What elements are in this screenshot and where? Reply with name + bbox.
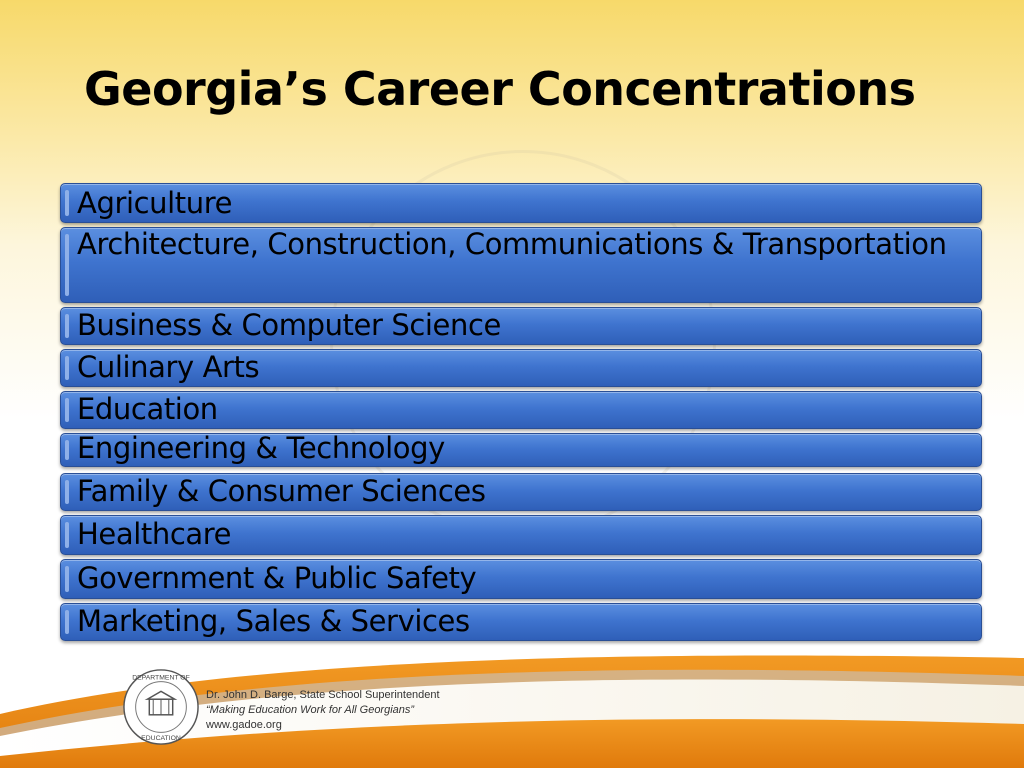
footer-motto: “Making Education Work for All Georgians” (206, 704, 415, 716)
seal-bottom-text: EDUCATION (141, 735, 181, 743)
list-item-label: Culinary Arts (77, 350, 260, 384)
list-item-label: Architecture, Construction, Communications & Transportation (77, 227, 947, 261)
list-item-healthcare (60, 515, 982, 555)
list-item-government (60, 559, 982, 599)
list-item-culinary (60, 349, 982, 387)
list-item-label: Healthcare (77, 517, 232, 551)
list-item-business (60, 307, 982, 345)
list-item-label: Education (77, 392, 218, 426)
list-item-engineering (60, 433, 982, 467)
list-item-label: Government & Public Safety (77, 561, 477, 595)
list-item-family (60, 473, 982, 511)
slide-title: Georgia’s Career Concentrations (84, 62, 916, 116)
list-item-label: Engineering & Technology (77, 431, 445, 465)
seal-top-text: DEPARTMENT OF (132, 674, 190, 682)
list-item-agriculture (60, 183, 982, 223)
list-item-education (60, 391, 982, 429)
list-item-label: Agriculture (77, 186, 233, 220)
footer-superintendent: Dr. John D. Barge, State School Superintendent (206, 689, 440, 701)
list-item-label: Marketing, Sales & Services (77, 604, 470, 638)
list-item-architecture (60, 227, 982, 303)
list-item-label: Business & Computer Science (77, 308, 501, 342)
department-seal-logo (122, 668, 200, 746)
footer-credits (206, 688, 440, 733)
footer-website-link[interactable]: www.gadoe.org (206, 719, 282, 731)
list-item-label: Family & Consumer Sciences (77, 474, 486, 508)
